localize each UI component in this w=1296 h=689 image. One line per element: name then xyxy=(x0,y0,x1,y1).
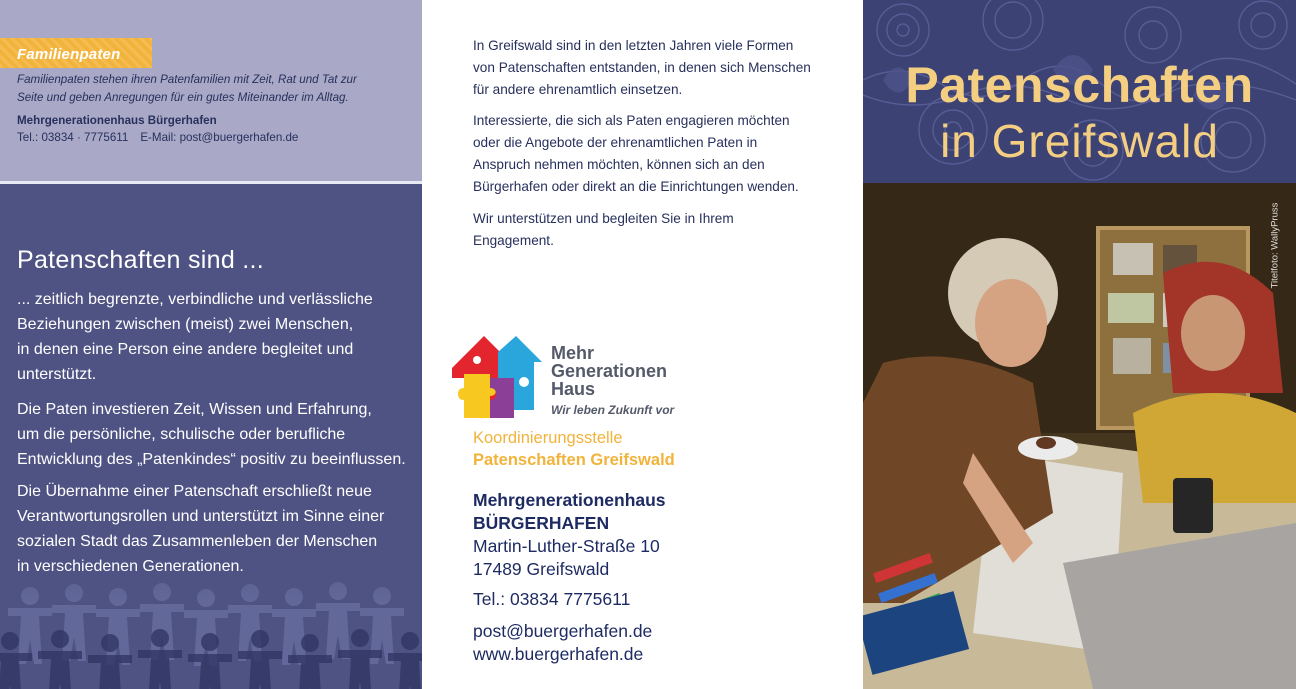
cover-title-line2: in Greifswald xyxy=(940,115,1219,167)
cover-photo-mentoring-scene xyxy=(863,183,1296,689)
paragraph-line: oder die Angebote der ehrenamtlichen Paten in xyxy=(473,135,758,150)
familienpaten-org: Mehrgenerationenhaus Bürgerhafen xyxy=(17,114,217,127)
paragraph-line: Engagement. xyxy=(473,233,554,248)
paragraph-line: unterstützt. xyxy=(17,366,97,383)
paragraph-line: Entwicklung des „Patenkindes“ positiv zu beeinflussen. xyxy=(17,451,406,468)
patenschaften-sind-panel xyxy=(0,184,422,689)
paragraph-line: um die persönliche, schulische oder berufliche xyxy=(17,426,346,443)
paragraph-line: in denen eine Person eine andere begleitet und xyxy=(17,341,354,358)
paragraph-line: ... zeitlich begrenzte, verbindliche und verlässliche xyxy=(17,291,373,308)
koordinierungsstelle-name: Patenschaften Greifswald xyxy=(473,451,675,469)
paragraph-line: in verschiedenen Generationen. xyxy=(17,558,244,575)
paragraph-line: Verantwortungsrollen und unterstützt im Sinne einer xyxy=(17,508,385,525)
logo-wordmark-line: Mehr xyxy=(551,343,595,363)
photo-credit: Titelfoto: WallyPruss xyxy=(1269,202,1281,289)
email-link[interactable]: post@buergerhafen.de xyxy=(473,621,653,641)
familienpaten-title: Familienpaten xyxy=(17,46,121,63)
logo-wordmark-line: Haus xyxy=(551,379,596,399)
paragraph-line: In Greifswald sind in den letzten Jahren viele Formen xyxy=(473,38,794,53)
paragraph-line: sozialen Stadt das Zusammenleben der Menschen xyxy=(17,533,378,550)
address-line: Mehrgenerationenhaus xyxy=(473,490,666,510)
interested-paragraph xyxy=(473,110,799,198)
familienpaten-description-line: Familienpaten stehen ihren Patenfamilien mit Zeit, Rat und Tat zur xyxy=(17,73,357,86)
logo-wordmark-line: Generationen xyxy=(551,361,668,381)
mehrgenerationenhaus-house-logo-icon xyxy=(450,334,542,418)
logo-slogan: Wir leben Zukunft vor xyxy=(551,403,675,417)
familienpaten-contact xyxy=(17,131,298,144)
support-paragraph xyxy=(473,208,734,252)
familienpaten-description-line: Seite und geben Anregungen für ein gutes Miteinander im Alltag. xyxy=(17,91,349,104)
address-line: BÜRGERHAFEN xyxy=(473,513,610,533)
responsibility-paragraph xyxy=(17,479,412,579)
familienpaten-panel xyxy=(0,0,422,181)
koordinierungsstelle-label: Koordinierungsstelle xyxy=(473,429,623,447)
address-phone: Tel.: 03834 7775611 xyxy=(473,589,631,609)
cover-header xyxy=(863,0,1296,183)
investment-paragraph xyxy=(17,397,412,472)
paragraph-line: Die Paten investieren Zeit, Wissen und Erfahrung, xyxy=(17,401,372,418)
patenschaften-sind-heading: Patenschaften sind ... xyxy=(17,246,265,274)
cover-title-line1: Patenschaften xyxy=(905,57,1254,113)
paragraph-line: Beziehungen zwischen (meist) zwei Menschen, xyxy=(17,316,354,333)
paragraph-line: für andere ehrenamtlich einsetzen. xyxy=(473,82,683,97)
paragraph-line: Bürgerhafen oder direkt an die Einrichtungen wenden. xyxy=(473,179,799,194)
intro-paragraph xyxy=(473,35,811,101)
paragraph-line: Interessierte, die sich als Paten engagieren möchten xyxy=(473,113,790,128)
cover-panel xyxy=(863,0,1296,689)
website-link[interactable]: www.buergerhafen.de xyxy=(473,644,644,664)
paragraph-line: von Patenschaften entstanden, in denen sich Menschen xyxy=(473,60,811,75)
familienpaten-email: E-Mail: post@buergerhafen.de xyxy=(140,131,299,144)
address-organization xyxy=(473,489,666,535)
logo-wordmark xyxy=(551,344,667,398)
paragraph-line: Die Übernahme einer Patenschaft erschließt neue xyxy=(17,483,372,500)
address-web xyxy=(473,620,652,666)
address-line: 17489 Greifswald xyxy=(473,559,610,579)
familienpaten-description xyxy=(17,71,377,107)
address-street xyxy=(473,535,660,581)
paragraph-line: Wir unterstützen und begleiten Sie in Ihrem xyxy=(473,211,734,226)
definition-paragraph xyxy=(17,287,412,387)
contact-panel xyxy=(422,0,863,689)
familienpaten-tel: Tel.: 03834 · 7775611 xyxy=(17,131,129,144)
address-line: Martin-Luther-Straße 10 xyxy=(473,536,660,556)
paragraph-line: Anspruch nehmen möchten, können sich an den xyxy=(473,157,765,172)
